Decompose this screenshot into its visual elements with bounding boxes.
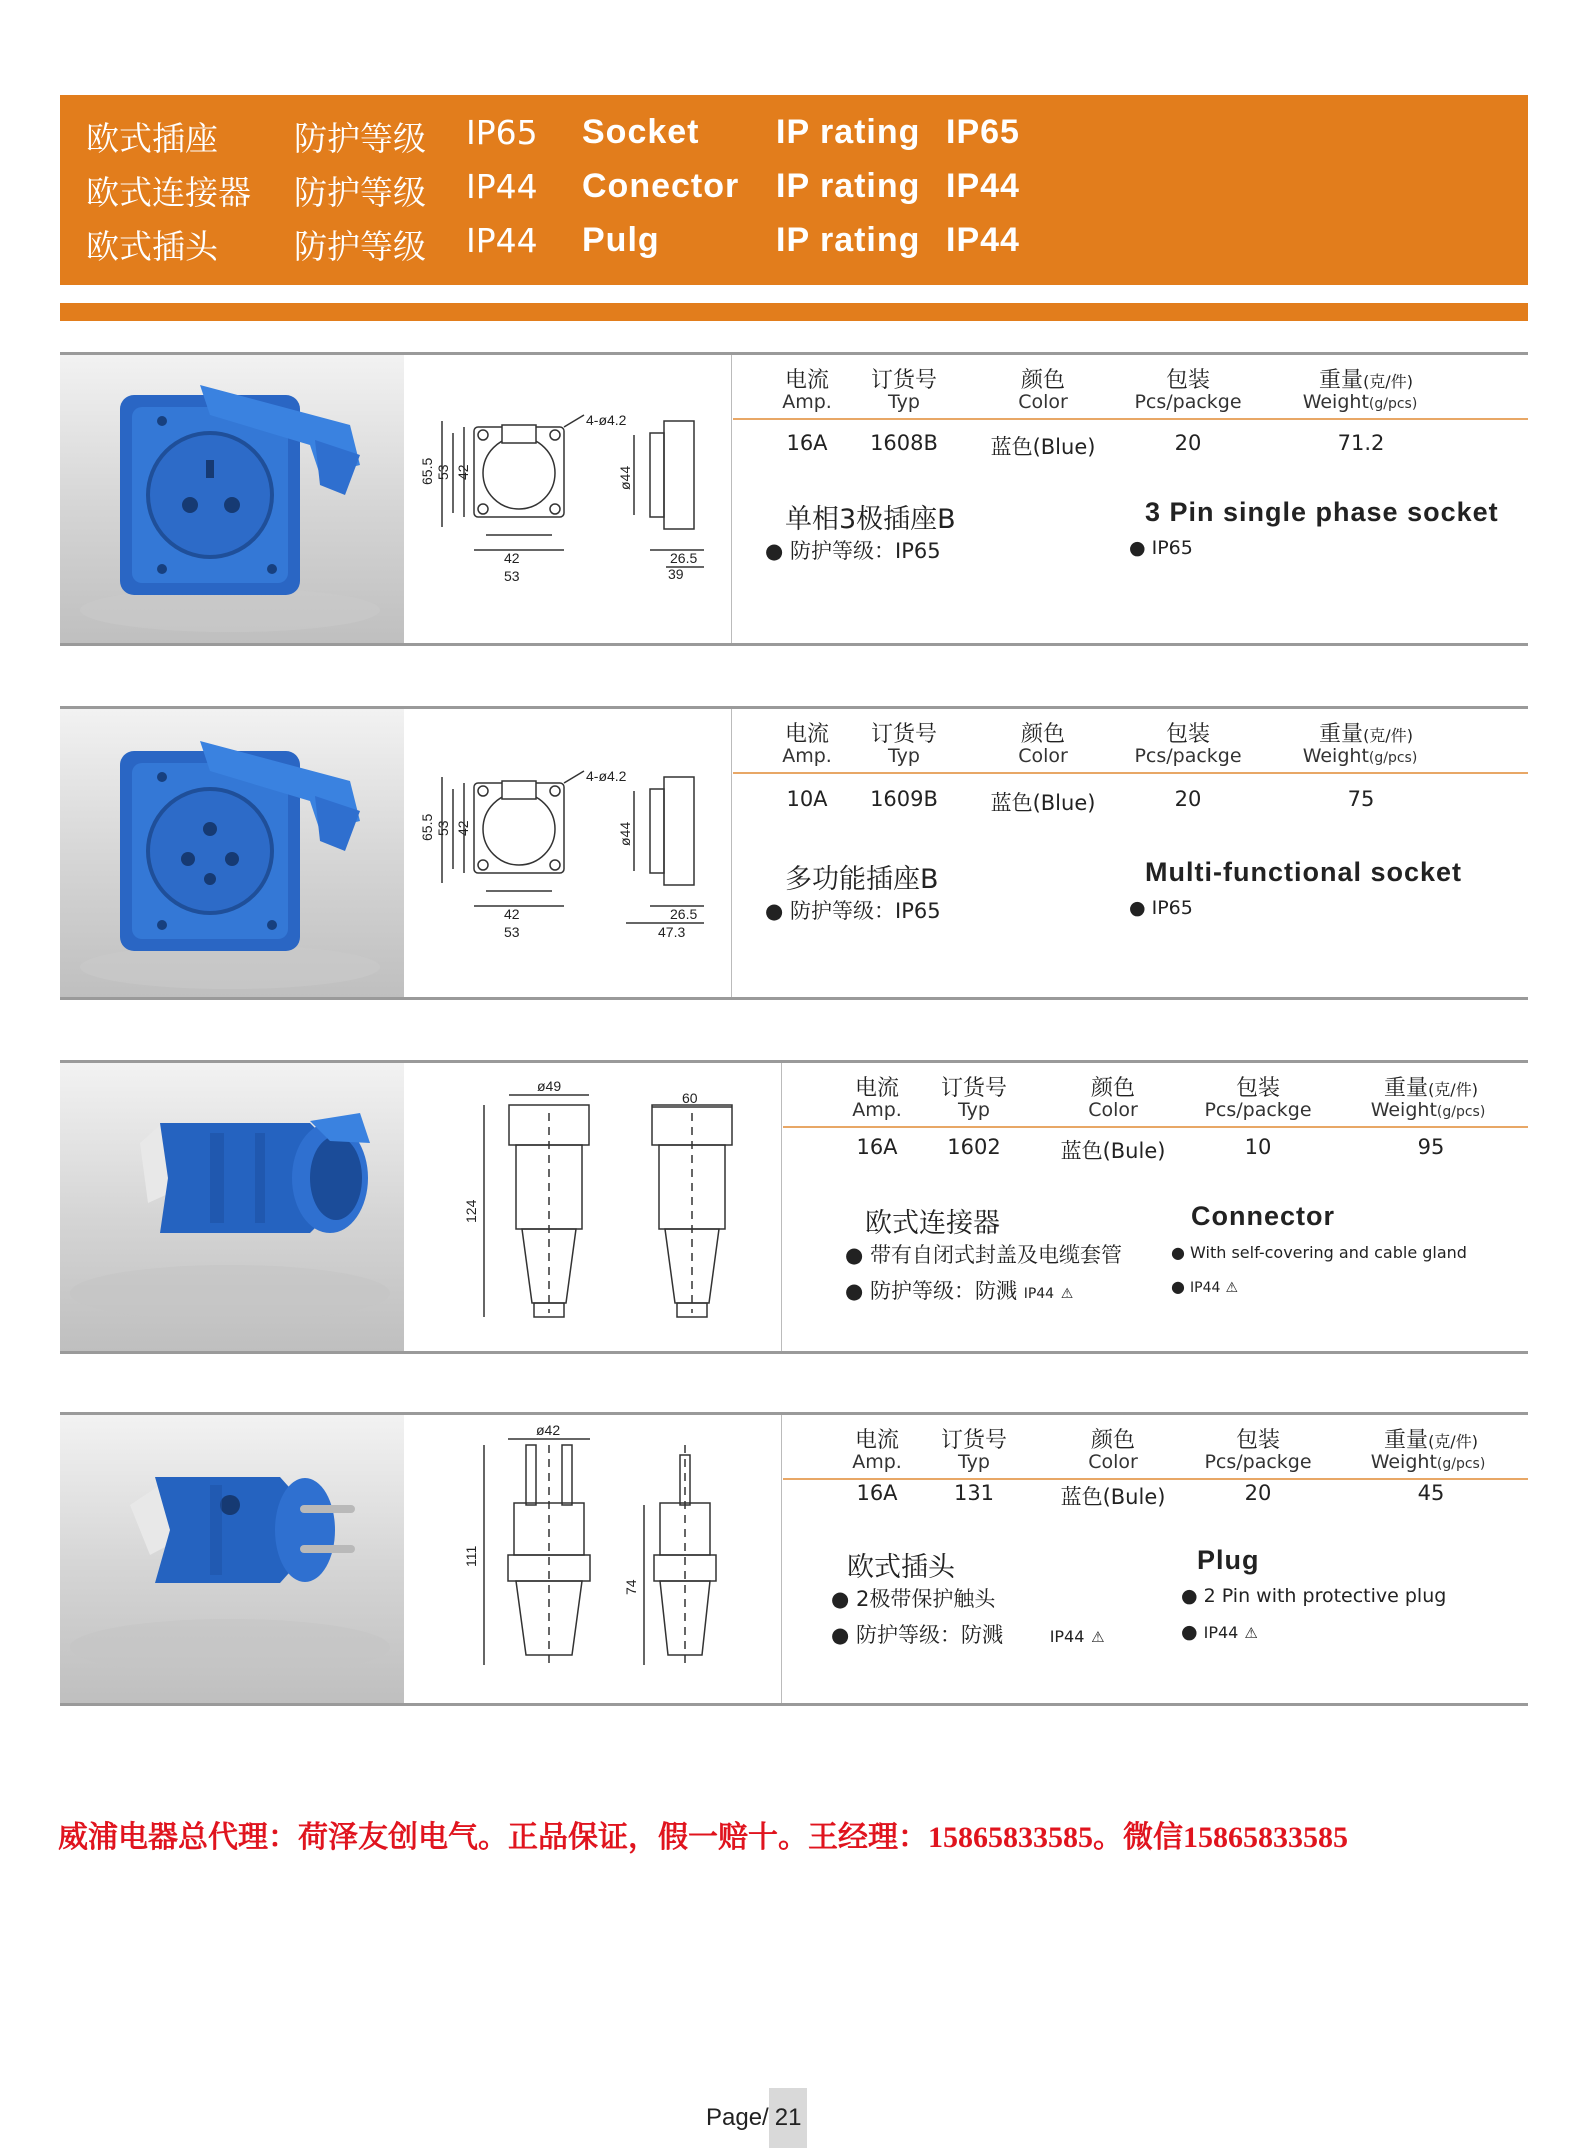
product-connector-1602 [60, 1060, 1528, 1354]
product-title-en: Multi-functional socket [1145, 857, 1463, 887]
val-pack: 20 [1174, 787, 1202, 811]
spec-table [733, 355, 1528, 643]
banner-ip-en: IP44 [946, 167, 1020, 205]
banner-cn: 欧式连接器 [86, 173, 251, 212]
product-title-cn: 单相3极插座B [785, 504, 956, 535]
dim-h: 124 [463, 1199, 479, 1223]
bullet-cn: ● 防护等级：防溅 IP44 ⚠ [845, 1279, 1074, 1303]
distributor-note: 威浦电器总代理：荷泽友创电气。正品保证，假一赔十。王经理：15865833585。微信15865833585 [58, 1821, 1348, 1854]
hdr-weight-en: Weight(g/pcs) [1370, 1099, 1486, 1121]
banner-level: 防护等级 [294, 119, 426, 158]
val-color: 蓝色(Bule) [1060, 1139, 1166, 1163]
product-title-en: Connector [1191, 1201, 1335, 1231]
hdr-weight-en: Weight(g/pcs) [1370, 1451, 1486, 1473]
hdr-pack-cn: 包装 [1235, 1076, 1281, 1101]
dim-s2: 47.3 [658, 924, 686, 940]
hdr-weight-cn: 重量(克/件) [1384, 1428, 1478, 1453]
val-color: 蓝色(Blue) [990, 791, 1096, 815]
dim-hole: 4-ø4.2 [586, 768, 627, 784]
dim-s2: 39 [668, 566, 684, 582]
hdr-typ-cn: 订货号 [940, 1076, 1008, 1101]
product-photo [60, 355, 404, 643]
banner-cn: 欧式插座 [86, 119, 218, 158]
val-pack: 20 [1174, 431, 1202, 455]
dim-w1: 42 [504, 906, 520, 922]
bullet-cn: ● 带有自闭式封盖及电缆套管 [845, 1243, 1122, 1267]
hdr-weight-cn: 重量(克/件) [1319, 368, 1413, 393]
dim-h: 111 [463, 1545, 479, 1567]
banner-rating: IP rating [776, 221, 921, 259]
hdr-color-en: Color [1088, 1451, 1138, 1473]
hdr-amp-en: Amp. [852, 1099, 902, 1121]
val-weight: 75 [1347, 787, 1375, 811]
dim-w: ø42 [536, 1422, 561, 1438]
banner-rating: IP rating [776, 167, 921, 205]
dim-w1: 42 [504, 550, 520, 566]
banner-ip-en: IP44 [946, 221, 1020, 259]
header-banner [60, 95, 1528, 285]
header-rule [733, 418, 1528, 420]
product-socket-1608b [60, 352, 1528, 646]
warning-icon: ⚠ [1225, 1280, 1239, 1296]
hdr-color-en: Color [1018, 391, 1068, 413]
warning-icon: ⚠ [1244, 1624, 1258, 1642]
dim-h2: 53 [435, 820, 451, 836]
hdr-weight-cn: 重量(克/件) [1384, 1076, 1478, 1101]
dim-h3: 42 [455, 820, 471, 836]
bullet-en: ● IP65 [1129, 537, 1193, 559]
page-label: Page/ [706, 2104, 769, 2131]
banner-en: Conector [582, 167, 740, 205]
dim-h3: 42 [455, 464, 471, 480]
val-amp: 16A [786, 431, 828, 455]
dim-h1: 65.5 [419, 457, 435, 485]
dim-d: ø44 [617, 821, 633, 846]
product-photo [60, 1415, 404, 1703]
dim-h2: 74 [623, 1579, 639, 1595]
product-photo [60, 1063, 404, 1351]
bullet-en: ● With self-covering and cable gland [1171, 1243, 1467, 1262]
banner-rating: IP rating [776, 113, 921, 151]
hdr-amp-en: Amp. [852, 1451, 902, 1473]
header-rule [733, 772, 1528, 774]
hdr-typ-en: Typ [888, 745, 920, 767]
val-weight: 71.2 [1337, 431, 1385, 455]
val-color: 蓝色(Bule) [1060, 1485, 1166, 1509]
hdr-pack-cn: 包装 [1165, 722, 1211, 747]
hdr-color-en: Color [1018, 745, 1068, 767]
page-number [706, 2088, 807, 2148]
val-typ: 131 [953, 1481, 995, 1505]
product-socket-1609b [60, 706, 1528, 1000]
val-typ: 1608B [870, 431, 938, 455]
val-typ: 1609B [870, 787, 938, 811]
dim-hole: 4-ø4.2 [586, 412, 627, 428]
dim-w2: 53 [504, 568, 520, 584]
hdr-pack-cn: 包装 [1235, 1428, 1281, 1453]
val-typ: 1602 [947, 1135, 1001, 1159]
dim-s1: 26.5 [670, 550, 698, 566]
product-title-cn: 多功能插座B [785, 864, 939, 895]
hdr-typ-en: Typ [888, 391, 920, 413]
val-amp: 16A [856, 1481, 898, 1505]
val-weight: 95 [1417, 1135, 1445, 1159]
dim-w: ø49 [537, 1078, 562, 1094]
hdr-pack-en: Pcs/packge [1134, 391, 1242, 413]
val-pack: 20 [1244, 1481, 1272, 1505]
product-title-cn: 欧式插头 [847, 1552, 955, 1583]
banner-ip-en: IP65 [946, 113, 1020, 151]
hdr-color-cn: 颜色 [1020, 722, 1066, 747]
hdr-pack-en: Pcs/packge [1134, 745, 1242, 767]
hdr-weight-cn: 重量(克/件) [1319, 722, 1413, 747]
dim-w2: 60 [682, 1090, 698, 1106]
hdr-color-cn: 颜色 [1020, 368, 1066, 393]
spec-table [733, 709, 1528, 997]
hdr-amp-cn: 电流 [784, 722, 830, 747]
banner-ip: IP65 [466, 113, 538, 152]
product-title-en: 3 Pin single phase socket [1145, 497, 1499, 527]
hdr-pack-en: Pcs/packge [1204, 1099, 1312, 1121]
banner-en: Socket [582, 113, 700, 151]
hdr-typ-en: Typ [958, 1451, 990, 1473]
bullet-cn: ● 防护等级：IP65 [765, 899, 941, 923]
val-color: 蓝色(Blue) [990, 435, 1096, 459]
hdr-typ-cn: 订货号 [870, 368, 938, 393]
bullet-en: ● 2 Pin with protective plug [1181, 1585, 1447, 1607]
banner-level: 防护等级 [294, 227, 426, 266]
hdr-amp-en: Amp. [782, 745, 832, 767]
header-rule [783, 1126, 1528, 1128]
product-title-cn: 欧式连接器 [865, 1208, 1000, 1239]
hdr-weight-en: Weight(g/pcs) [1302, 745, 1418, 767]
hdr-color-en: Color [1088, 1099, 1138, 1121]
hdr-amp-cn: 电流 [854, 1428, 900, 1453]
hdr-typ-cn: 订货号 [940, 1428, 1008, 1453]
bullet-en: ● IP44 ⚠ [1181, 1621, 1258, 1643]
warning-icon: ⚠ [1091, 1628, 1105, 1646]
dim-d: ø44 [617, 465, 633, 490]
spec-table [783, 1063, 1528, 1351]
hdr-typ-cn: 订货号 [870, 722, 938, 747]
page-number-value: 21 [769, 2088, 808, 2148]
bullet-cn: ● 防护等级：IP65 [765, 539, 941, 563]
dimension-drawing [404, 709, 732, 997]
spec-table [783, 1415, 1528, 1703]
bullet-cn: ● 2极带保护触头 [831, 1587, 996, 1611]
dim-s1: 26.5 [670, 906, 698, 922]
hdr-typ-en: Typ [958, 1099, 990, 1121]
product-plug-131 [60, 1412, 1528, 1706]
hdr-pack-cn: 包装 [1165, 368, 1211, 393]
product-photo [60, 709, 404, 997]
banner-ip: IP44 [466, 221, 538, 260]
dim-h1: 65.5 [419, 813, 435, 841]
val-pack: 10 [1244, 1135, 1272, 1159]
banner-level: 防护等级 [294, 173, 426, 212]
dim-w2: 53 [504, 924, 520, 940]
product-title-en: Plug [1197, 1545, 1260, 1575]
hdr-color-cn: 颜色 [1090, 1428, 1136, 1453]
header-rule [783, 1478, 1528, 1480]
banner-ip: IP44 [466, 167, 538, 206]
dimension-drawing [404, 1063, 782, 1351]
bullet-en: ● IP44 ⚠ [1171, 1277, 1239, 1296]
hdr-amp-cn: 电流 [784, 368, 830, 393]
hdr-color-cn: 颜色 [1090, 1076, 1136, 1101]
dimension-drawing [404, 355, 732, 643]
banner-cn: 欧式插头 [86, 227, 218, 266]
hdr-amp-en: Amp. [782, 391, 832, 413]
val-amp: 10A [786, 787, 828, 811]
val-amp: 16A [856, 1135, 898, 1159]
banner-en: Pulg [582, 221, 660, 259]
warning-icon: ⚠ [1060, 1286, 1074, 1302]
bullet-en: ● IP65 [1129, 897, 1193, 919]
dim-h2: 53 [435, 464, 451, 480]
val-weight: 45 [1417, 1481, 1445, 1505]
orange-divider [60, 303, 1528, 321]
hdr-pack-en: Pcs/packge [1204, 1451, 1312, 1473]
bullet-cn: ● 防护等级：防溅 IP44 ⚠ [831, 1623, 1105, 1647]
hdr-amp-cn: 电流 [854, 1076, 900, 1101]
dimension-drawing [404, 1415, 782, 1703]
hdr-weight-en: Weight(g/pcs) [1302, 391, 1418, 413]
